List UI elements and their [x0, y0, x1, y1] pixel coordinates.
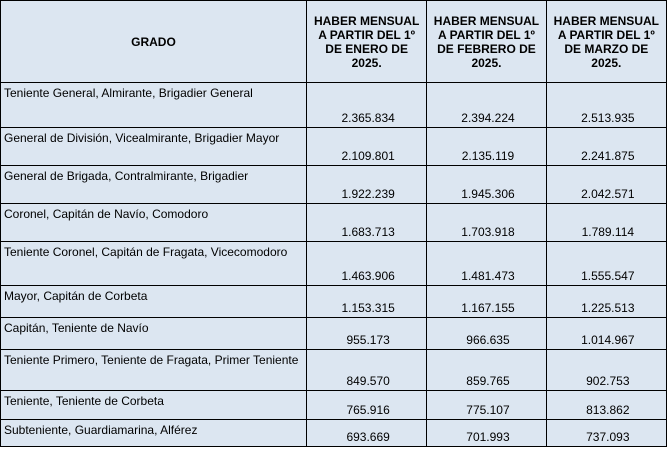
enero-cell: 1.683.713: [306, 204, 426, 242]
table-row: [1, 420, 667, 447]
enero-cell: 1.922.239: [306, 166, 426, 204]
febrero-cell: 1.945.306: [427, 166, 546, 204]
enero-cell: 765.916: [306, 391, 426, 420]
table-row: [1, 166, 667, 204]
table-row: [1, 286, 667, 318]
grado-cell: Mayor, Capitán de Corbeta: [1, 286, 307, 318]
enero-cell: 955.173: [306, 318, 426, 350]
header-enero: HABER MENSUAL A PARTIR DEL 1º DE ENERO DE 2025.: [306, 1, 426, 83]
table-row: [1, 350, 667, 391]
header-row: [1, 1, 667, 83]
marzo-cell: 813.862: [546, 391, 666, 420]
grado-cell: Teniente, Teniente de Corbeta: [1, 391, 307, 420]
marzo-cell: 1.225.513: [546, 286, 666, 318]
header-grado: GRADO: [1, 1, 307, 83]
febrero-cell: 859.765: [427, 350, 546, 391]
febrero-cell: 2.135.119: [427, 128, 546, 166]
grado-cell: General de Brigada, Contralmirante, Brigadier: [1, 166, 307, 204]
grado-cell: Capitán, Teniente de Navío: [1, 318, 307, 350]
marzo-cell: 1.014.967: [546, 318, 666, 350]
grado-cell: Teniente Coronel, Capitán de Fragata, Vicecomodoro: [1, 242, 307, 286]
febrero-cell: 1.481.473: [427, 242, 546, 286]
header-marzo: HABER MENSUAL A PARTIR DEL 1º DE MARZO DE 2025.: [546, 1, 666, 83]
table-row: [1, 128, 667, 166]
marzo-cell: 1.789.114: [546, 204, 666, 242]
table-row: [1, 83, 667, 128]
marzo-cell: 902.753: [546, 350, 666, 391]
header-febrero: HABER MENSUAL A PARTIR DEL 1º DE FEBRERO DE 2025.: [427, 1, 546, 83]
enero-cell: 1.153.315: [306, 286, 426, 318]
grado-cell: Teniente General, Almirante, Brigadier General: [1, 83, 307, 128]
marzo-cell: 2.042.571: [546, 166, 666, 204]
marzo-cell: 2.241.875: [546, 128, 666, 166]
grado-cell: General de División, Vicealmirante, Brigadier Mayor: [1, 128, 307, 166]
grado-cell: Teniente Primero, Teniente de Fragata, Primer Teniente: [1, 350, 307, 391]
febrero-cell: 966.635: [427, 318, 546, 350]
marzo-cell: 737.093: [546, 420, 666, 447]
grado-cell: Coronel, Capitán de Navío, Comodoro: [1, 204, 307, 242]
grado-cell: Subteniente, Guardiamarina, Alférez: [1, 420, 307, 447]
febrero-cell: 1.167.155: [427, 286, 546, 318]
marzo-cell: 2.513.935: [546, 83, 666, 128]
enero-cell: 1.463.906: [306, 242, 426, 286]
enero-cell: 849.570: [306, 350, 426, 391]
marzo-cell: 1.555.547: [546, 242, 666, 286]
febrero-cell: 1.703.918: [427, 204, 546, 242]
table-row: [1, 391, 667, 420]
table-row: [1, 242, 667, 286]
febrero-cell: 775.107: [427, 391, 546, 420]
febrero-cell: 2.394.224: [427, 83, 546, 128]
table-row: [1, 318, 667, 350]
enero-cell: 2.365.834: [306, 83, 426, 128]
table-row: [1, 204, 667, 242]
febrero-cell: 701.993: [427, 420, 546, 447]
enero-cell: 693.669: [306, 420, 426, 447]
enero-cell: 2.109.801: [306, 128, 426, 166]
